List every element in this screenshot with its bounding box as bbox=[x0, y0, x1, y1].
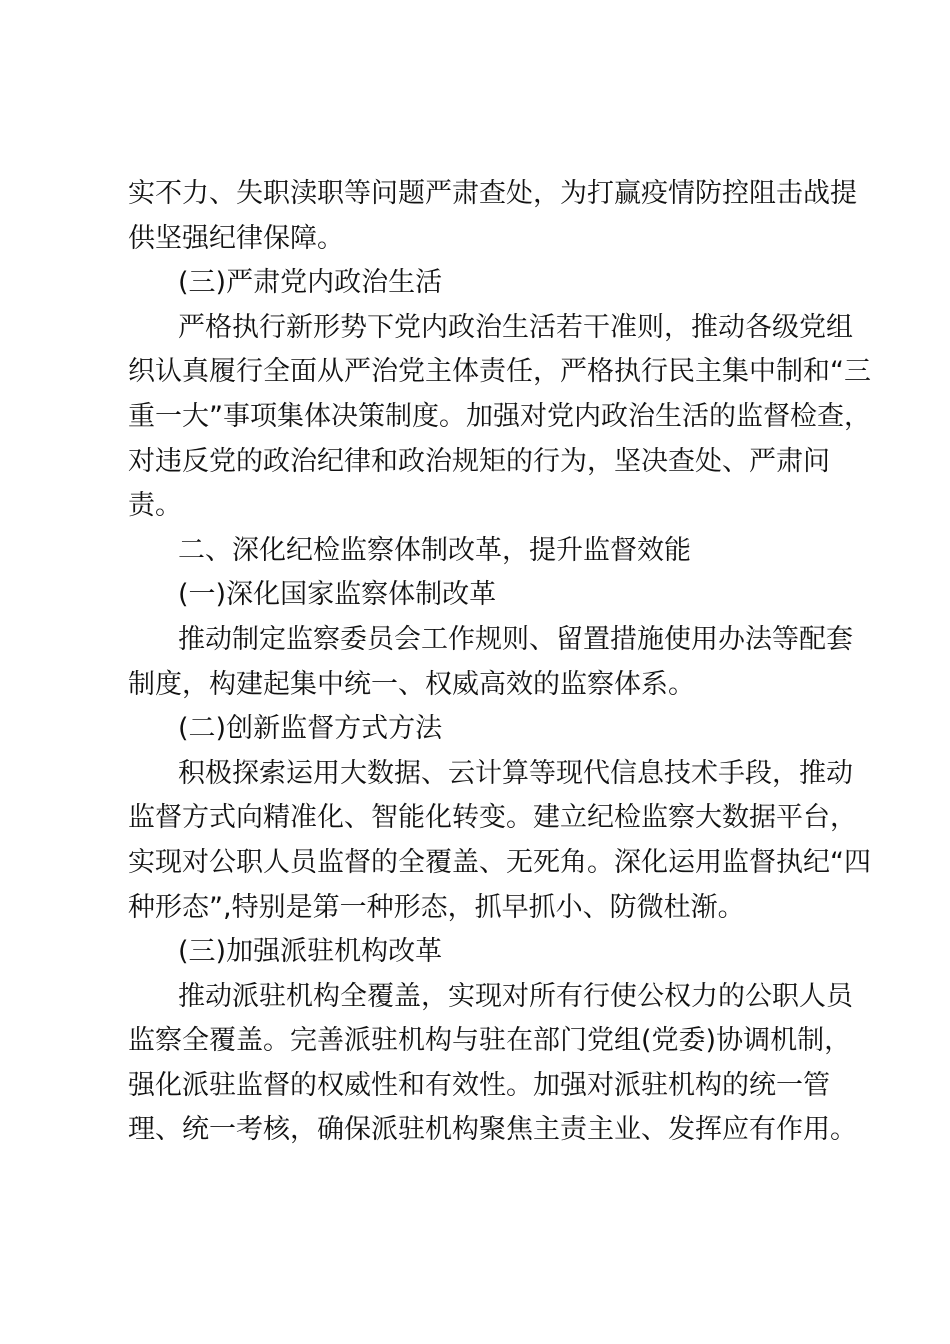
body-text-line: 织认真履行全面从严治党主体责任，严格执行民主集中制和“三 bbox=[128, 356, 871, 388]
body-text-line: 重一大”事项集体决策制度。加强对党内政治生活的监督检查， bbox=[128, 400, 871, 432]
body-text-line: 推动制定监察委员会工作规则、留置措施使用办法等配套 bbox=[178, 623, 853, 655]
document-page bbox=[128, 172, 871, 1153]
body-text-line: 实现对公职人员监督的全覆盖、无死角。深化运用监督执纪“四 bbox=[128, 846, 871, 878]
body-text-line: 制度，构建起集中统一、权威高效的监察体系。 bbox=[128, 668, 695, 700]
section-heading: 二、深化纪检监察体制改革，提升监督效能 bbox=[178, 534, 691, 566]
body-text-line: 种形态”,特别是第一种形态，抓早抓小、防微杜渐。 bbox=[128, 891, 745, 923]
body-text-line: 实不力、失职渎职等问题严肃查处，为打赢疫情防控阻击战提 bbox=[128, 178, 857, 209]
subsection-heading: (三)严肃党内政治生活 bbox=[178, 267, 443, 299]
subsection-heading: (一)深化国家监察体制改革 bbox=[178, 579, 497, 611]
subsection-heading: (三)加强派驻机构改革 bbox=[178, 936, 443, 968]
body-text-line: 供坚强纪律保障。 bbox=[128, 222, 344, 254]
body-text-line: 监督方式向精准化、智能化转变。建立纪检监察大数据平台， bbox=[128, 802, 857, 834]
body-text-line: 理、统一考核，确保派驻机构聚焦主责主业、发挥应有作用。 bbox=[128, 1114, 857, 1146]
body-text-line: 推动派驻机构全覆盖，实现对所有行使公权力的公职人员 bbox=[178, 980, 853, 1012]
body-text-line: 强化派驻监督的权威性和有效性。加强对派驻机构的统一管 bbox=[128, 1069, 830, 1101]
body-text-line: 监察全覆盖。完善派驻机构与驻在部门党组(党委)协调机制， bbox=[128, 1025, 852, 1057]
body-text-line: 对违反党的政治纪律和政治规矩的行为，坚决查处、严肃问 bbox=[128, 445, 830, 477]
body-text-line: 严格执行新形势下党内政治生活若干准则，推动各级党组 bbox=[178, 311, 853, 343]
subsection-heading: (二)创新监督方式方法 bbox=[178, 713, 443, 745]
body-text-line: 责。 bbox=[128, 490, 182, 522]
body-text-line: 积极探索运用大数据、云计算等现代信息技术手段，推动 bbox=[178, 757, 853, 789]
